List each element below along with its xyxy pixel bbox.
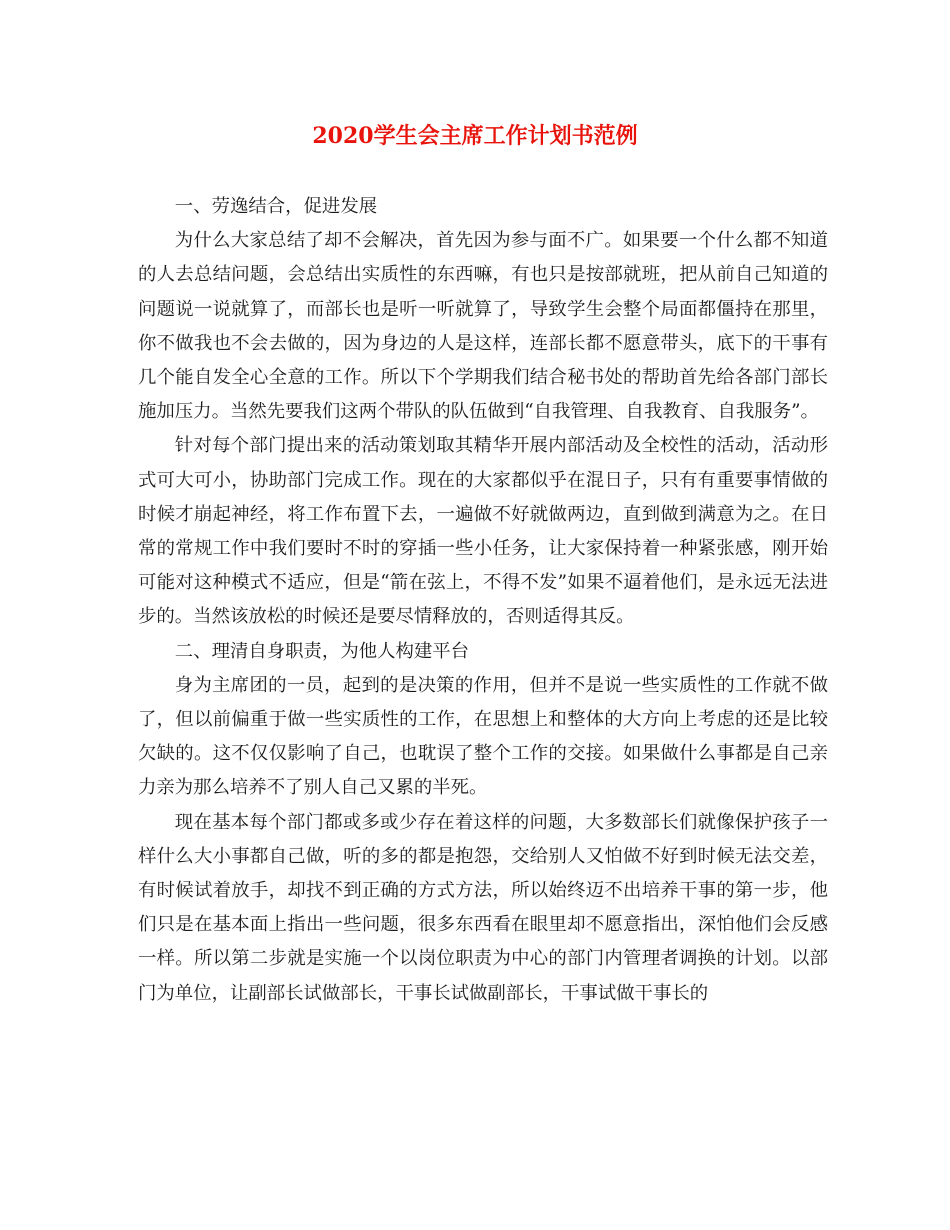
paragraph-2: 针对每个部门提出来的活动策划取其精华开展内部活动及全校性的活动，活动形式可大可小，协助部门完成工作。现在的大家都似乎在混日子，只有有重要事情做的时候才崩起神经，将工作布置下去，一遍做不好就做两边，直到做到满意为之。在日常的常规工作中我们要时不时的穿插一些小任务，让大家保持着一种紧张感，刚开始可能对这种模式不适应，但是“箭在弦上，不得不发”如果不逼着他们，是永远无法进步的。当然该放松的时候还是要尽情释放的，否则适得其反。 [138, 435, 828, 628]
section-heading-2: 二、理清自身职责，为他人构建平台 [174, 640, 470, 662]
paragraph-3: 身为主席团的一员，起到的是决策的作用，但并不是说一些实质性的工作就不做了，但以前偏重于做一些实质性的工作，在思想上和整体的大方向上考虑的还是比较欠缺的。这不仅仅影响了自己，也耽误了整个工作的交接。如果做什么事都是自己亲力亲为那么培养不了别人自己又累的半死。 [138, 674, 828, 799]
paragraph-4: 现在基本每个部门都或多或少存在着这样的问题，大多数部长们就像保护孩子一样什么大小事都自己做，听的多的都是抱怨，交给别人又怕做不好到时候无法交差，有时候试着放手，却找不到正确的方式方法，所以始终迈不出培养干事的第一步，他们只是在基本面上指出一些问题，很多东西看在眼里却不愿意指出，深怕他们会反感一样。所以第二步就是实施一个以岗位职责为中心的部门内管理者调换的计划。以部门为单位，让副部长试做部长，干事长试做副部长，干事试做干事长的 [138, 811, 828, 1004]
document-body [138, 190, 828, 1011]
section-heading-1: 一、劳逸结合，促进发展 [174, 196, 378, 217]
document-title: 2020学生会主席工作计划书范例 [312, 123, 638, 149]
paragraph-1: 为什么大家总结了却不会解决，首先因为参与面不广。如果要一个什么都不知道的人去总结问题，会总结出实质性的东西嘛，有也只是按部就班，把从前自己知道的问题说一说就算了，而部长也是听一听就算了，导致学生会整个局面都僵持在那里，你不做我也不会去做的，因为身边的人是这样，连部长都不愿意带头，底下的干事有几个能自发全心全意的工作。所以下个学期我们结合秘书处的帮助首先给各部门部长施加压力。当然先要我们这两个带队的队伍做到“自我管理、自我教育、自我服务”。 [138, 230, 828, 423]
